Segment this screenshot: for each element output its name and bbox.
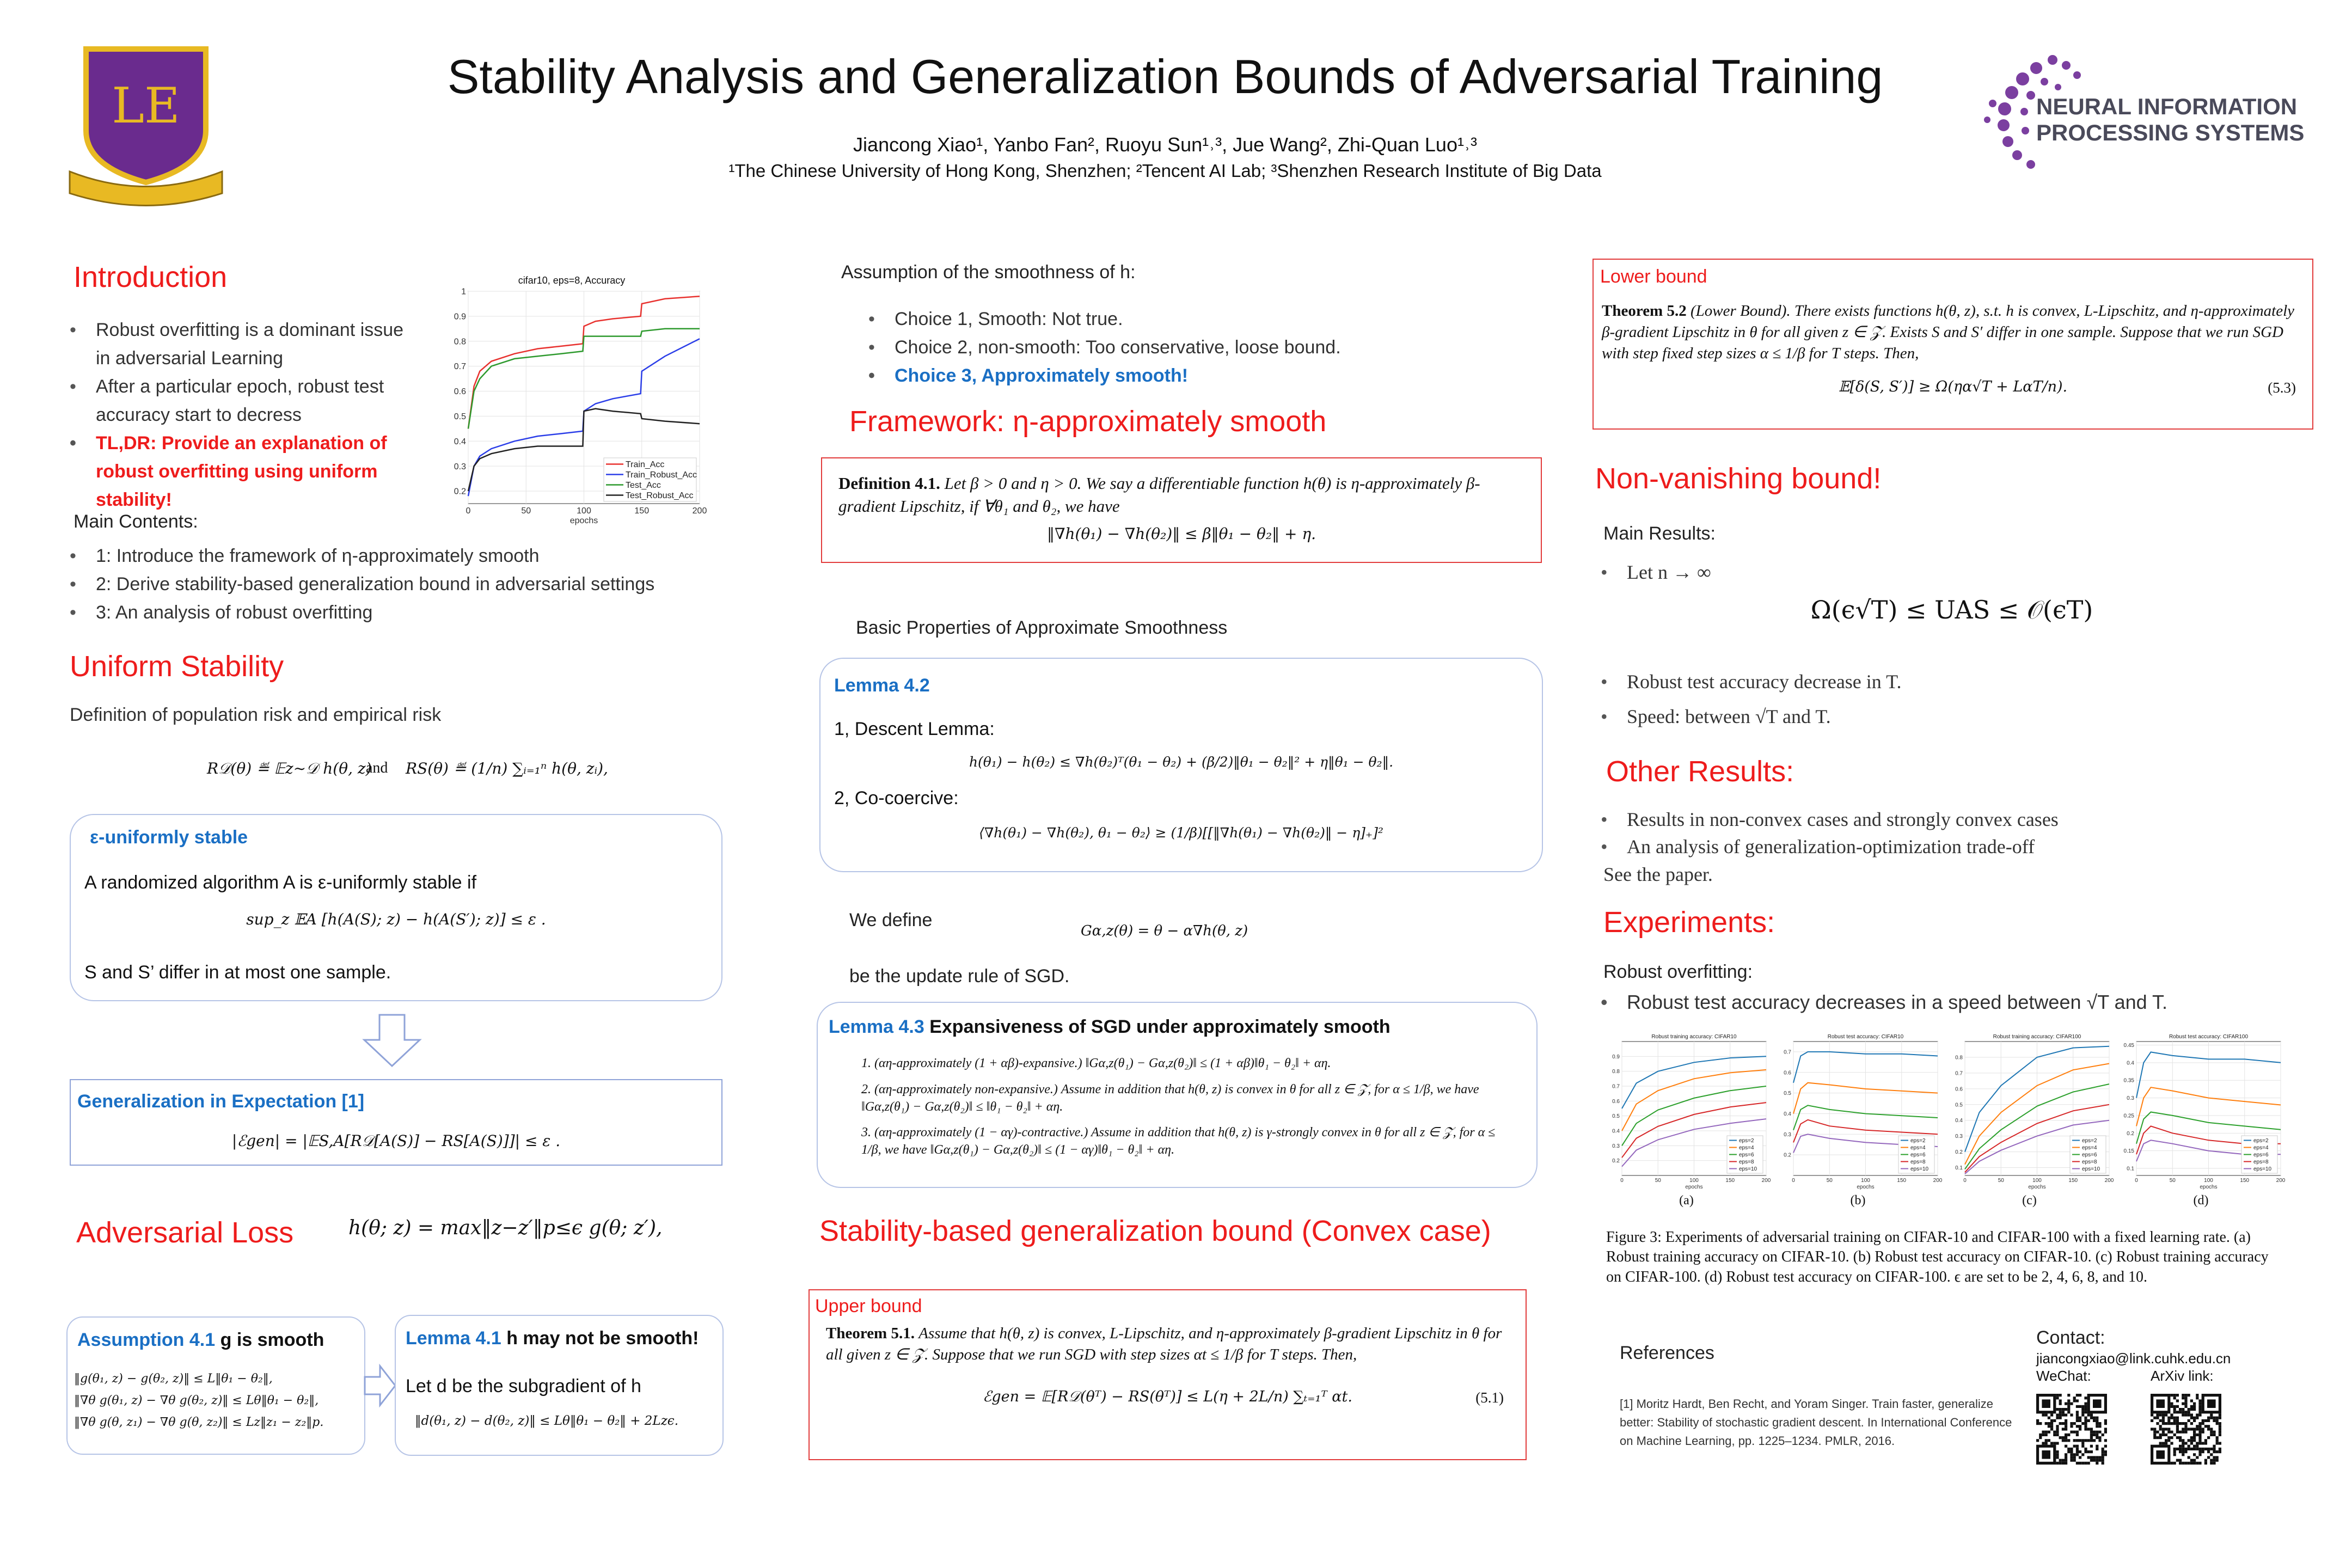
y-tick-label: 0.2 bbox=[2127, 1130, 2134, 1137]
eps-uniform-box bbox=[70, 814, 722, 1001]
y-tick-label: 0.35 bbox=[2123, 1077, 2134, 1084]
x-tick-label: 200 bbox=[2276, 1178, 2286, 1184]
authors: Jiancong Xiao¹, Yanbo Fan², Ruoyu Sun¹˒³, Jue Wang², Zhi-Quan Luo¹˒³ bbox=[853, 133, 1477, 156]
lemma42-item2: 2, Co-coercive: bbox=[834, 788, 959, 808]
lemma42-item1: 1, Descent Lemma: bbox=[834, 719, 995, 739]
lower-bound-label: Lower bound bbox=[1600, 266, 1707, 287]
y-tick-label: 1 bbox=[461, 287, 466, 297]
thm52-label: Theorem 5.2 bbox=[1602, 302, 1687, 320]
lemma41-num: Lemma 4.1 bbox=[406, 1328, 501, 1349]
subfigure-label: (b) bbox=[1850, 1193, 1866, 1208]
chart-title: Robust training accuracy: CIFAR10 bbox=[1651, 1034, 1737, 1040]
assumption-line: ‖∇θ g(θ, z₁) − ∇θ g(θ, z₂)‖ ≤ Lz‖z₁ − z₂‖p. bbox=[74, 1416, 324, 1429]
definition-4-1-box bbox=[821, 457, 1542, 563]
assumption-num: Assumption 4.1 bbox=[77, 1330, 216, 1350]
thm51-formula: ℰgen = 𝔼[R𝒟(θᵀ) − RS(θᵀ)] ≤ L(η + 2L/n) ∑ₜ₌₁ᵀ αt. bbox=[983, 1388, 1352, 1405]
y-tick-label: 0.9 bbox=[454, 312, 466, 322]
x-tick-label: 50 bbox=[1826, 1178, 1833, 1184]
let-n-list bbox=[1601, 558, 2091, 586]
y-tick-label: 0.5 bbox=[1955, 1102, 1963, 1108]
wechat-label: WeChat: bbox=[2036, 1368, 2091, 1384]
y-tick-label: 0.2 bbox=[1955, 1149, 1963, 1156]
x-axis-label: epochs bbox=[1685, 1184, 1703, 1190]
risk-formula-and: and bbox=[366, 759, 388, 776]
reference-1: [1] Moritz Hardt, Ben Recht, and Yoram Singer. Train faster, generalize better: Stability of stochastic gradient descent. In International Conference on Machine Learning, pp. 1225–1234. PMLR, 2016. bbox=[1620, 1397, 2012, 1448]
y-tick-label: 0.3 bbox=[1612, 1143, 1620, 1149]
legend-label: Train_Acc bbox=[626, 460, 665, 470]
eps-box-text: A randomized algorithm A is ε-uniformly stable if bbox=[84, 872, 477, 893]
experiments-title: Experiments: bbox=[1603, 906, 1775, 939]
experiments-item: • Robust test accuracy decreases in a speed between √T and T. bbox=[1601, 988, 2308, 1016]
y-tick-label: 0.1 bbox=[1955, 1165, 1963, 1172]
y-tick-label: 0.25 bbox=[2123, 1113, 2134, 1119]
subfigure-c-svg bbox=[1946, 1032, 2112, 1195]
y-tick-label: 0.5 bbox=[454, 412, 466, 422]
legend-label: eps=2 bbox=[1739, 1138, 1754, 1144]
y-tick-label: 0.6 bbox=[454, 387, 466, 397]
wechat-qr-code[interactable] bbox=[2036, 1394, 2107, 1465]
other-results-list bbox=[1601, 806, 2308, 860]
adversarial-loss-title: Adversarial Loss bbox=[76, 1216, 294, 1249]
chart-title: cifar10, eps=8, Accuracy bbox=[518, 275, 626, 286]
framework-title: Framework: η-approximately smooth bbox=[849, 405, 1327, 438]
y-tick-label: 0.1 bbox=[2127, 1166, 2134, 1172]
thm52-eq-num: (5.3) bbox=[2268, 379, 2296, 396]
lemma42-formula1: h(θ₁) − h(θ₂) ≤ ∇h(θ₂)ᵀ(θ₁ − θ₂) + (β/2)‖θ₁ − θ₂‖² + η‖θ₁ − θ₂‖. bbox=[969, 754, 1394, 770]
gen-box-formula: |ℰgen| = |𝔼S,A[R𝒟[A(S)] − RS[A(S)]]| ≤ ε . bbox=[231, 1132, 561, 1150]
accuracy-chart-svg bbox=[436, 286, 708, 536]
subfigure-c bbox=[1946, 1032, 2112, 1211]
x-tick-label: 150 bbox=[2068, 1178, 2078, 1184]
y-tick-label: 0.4 bbox=[2127, 1060, 2134, 1067]
subfigure-d bbox=[2118, 1032, 2284, 1211]
x-tick-label: 200 bbox=[1761, 1178, 1771, 1184]
x-tick-label: 150 bbox=[2240, 1178, 2250, 1184]
we-define-label: We define bbox=[849, 910, 933, 930]
legend-label: eps=8 bbox=[1910, 1159, 1926, 1165]
legend-label: eps=10 bbox=[1910, 1166, 1929, 1172]
x-tick-label: 150 bbox=[634, 506, 650, 516]
poster-title: Stability Analysis and Generalization Bounds of Adversarial Training bbox=[447, 50, 1883, 103]
legend-label: eps=8 bbox=[2253, 1159, 2269, 1165]
thm51-text: Assume that h(θ, z) is convex, L-Lipschitz, and η-approximately β-gradient Lipschitz in θ for all given z ∈ 𝒵. Suppose that we run SGD with step sizes αt ≤ 1/β for T steps. Then, bbox=[826, 1325, 1502, 1364]
subfigure-label: (a) bbox=[1679, 1193, 1694, 1208]
def-text: Let β > 0 and η > 0. We say a differentiable function h(θ) is η-approximately β-gradient Lipschitz, if ∀θ₁ and θ₂, we have bbox=[838, 474, 1480, 516]
x-tick-label: 200 bbox=[1933, 1178, 1943, 1184]
gen-box-title: Generalization in Expectation [1] bbox=[77, 1091, 365, 1112]
contents-list bbox=[70, 542, 777, 627]
lemma-4-2-box bbox=[819, 658, 1543, 872]
eps-box-title: ε-uniformly stable bbox=[90, 827, 248, 848]
x-axis-label: epochs bbox=[2028, 1184, 2046, 1190]
upper-bound-box bbox=[808, 1289, 1527, 1460]
lemma-4-3-box bbox=[817, 1002, 1538, 1188]
lemma43-item: 3. (αη-approximately (1 − αγ)-contractive.) Assume in addition that h(θ, z) is γ-strongly convex in θ for all z ∈ 𝒵, for α ≤ 1/β, we have ‖Gα,z(θ₁) − Gα,z(θ₂)‖ ≤ (1 − αγ)‖θ₁ − θ₂‖ + αη. bbox=[861, 1125, 1496, 1157]
y-tick-label: 0.4 bbox=[1612, 1128, 1620, 1135]
other-results-item: • Results in non-convex cases and strongly convex cases bbox=[1601, 806, 2308, 833]
chart-title: Robust test accuracy: CIFAR10 bbox=[1827, 1034, 1904, 1040]
figure-caption: Figure 3: Experiments of adversarial training on CIFAR-10 and CIFAR-100 with a fixed learning rate. (a) Robust training accuracy on CIFAR-10. (b) Robust test accuracy on CIFAR-10. (c) Robust training accuracy on CIFAR-100. (d) Robust test accuracy on CIFAR-100. ϵ are set to be 2, 4, 6, 8, and 10. bbox=[1606, 1229, 2269, 1285]
arxiv-qr-code[interactable] bbox=[2151, 1394, 2221, 1465]
references-title: References bbox=[1620, 1343, 1714, 1363]
legend-label: eps=2 bbox=[2253, 1138, 2269, 1144]
x-tick-label: 0 bbox=[465, 506, 471, 516]
x-tick-label: 200 bbox=[2104, 1178, 2114, 1184]
lemma41-text: Let d be the subgradient of h bbox=[406, 1376, 641, 1396]
x-tick-label: 100 bbox=[1689, 1178, 1699, 1184]
robust-overfitting-label: Robust overfitting: bbox=[1603, 961, 1753, 982]
lemma43-item: 1. (αη-approximately (1 + αβ)-expansive.) ‖Gα,z(θ₁) − Gα,z(θ₂)‖ ≤ (1 + αβ)‖θ₁ − θ₂‖ + αη. bbox=[861, 1056, 1331, 1070]
y-tick-label: 0.4 bbox=[1784, 1111, 1791, 1117]
y-tick-label: 0.45 bbox=[2123, 1042, 2134, 1049]
down-arrow-icon bbox=[362, 1014, 422, 1068]
nonvanishing-item: • Speed: between √T and T. bbox=[1601, 699, 2308, 734]
assumption-line: ‖g(θ₁, z) − g(θ₂, z)‖ ≤ L‖θ₁ − θ₂‖, bbox=[74, 1372, 273, 1386]
x-axis-label: epochs bbox=[1857, 1184, 1875, 1190]
legend-label: eps=6 bbox=[2082, 1152, 2097, 1158]
adversarial-loss-formula: h(θ; z) = max‖z−z′‖p≤ϵ g(θ; z′), bbox=[348, 1217, 663, 1239]
basic-properties-label: Basic Properties of Approximate Smoothness bbox=[856, 617, 1228, 638]
legend-label: eps=4 bbox=[2253, 1145, 2269, 1151]
legend-label: eps=6 bbox=[1910, 1152, 1926, 1158]
lemma43-num: Lemma 4.3 bbox=[829, 1016, 924, 1037]
y-tick-label: 0.3 bbox=[1784, 1131, 1791, 1138]
y-tick-label: 0.8 bbox=[1955, 1055, 1963, 1061]
assumption-4-1-box bbox=[66, 1316, 365, 1455]
uas-formula: Ω(ϵ√T) ≤ UAS ≤ 𝒪(ϵT) bbox=[1810, 595, 2093, 624]
nonvanishing-title: Non-vanishing bound! bbox=[1595, 462, 1882, 495]
subfigure-label: (d) bbox=[2193, 1193, 2209, 1208]
subfigure-b bbox=[1775, 1032, 1941, 1211]
thm51-label: Theorem 5.1. bbox=[826, 1325, 915, 1342]
x-tick-label: 100 bbox=[2032, 1178, 2042, 1184]
y-tick-label: 0.6 bbox=[1784, 1070, 1791, 1076]
y-tick-label: 0.5 bbox=[1784, 1091, 1791, 1097]
chart-title: Robust training accuracy: CIFAR100 bbox=[1993, 1034, 2081, 1040]
legend-label: eps=6 bbox=[1739, 1152, 1754, 1158]
x-tick-label: 100 bbox=[577, 506, 591, 516]
subfigure-d-svg bbox=[2118, 1032, 2284, 1195]
y-tick-label: 0.8 bbox=[454, 337, 466, 347]
update-formula: Gα,z(θ) = θ − α∇h(θ, z) bbox=[1081, 923, 1248, 939]
subfigure-label: (c) bbox=[2022, 1193, 2037, 1208]
y-tick-label: 0.7 bbox=[1612, 1083, 1620, 1090]
y-tick-label: 0.6 bbox=[1955, 1086, 1963, 1093]
y-tick-label: 0.3 bbox=[2127, 1095, 2134, 1102]
legend-label: eps=4 bbox=[1739, 1145, 1754, 1151]
neurips-logo-line1: NEURAL INFORMATION bbox=[2036, 94, 2298, 119]
y-tick-label: 0.5 bbox=[1612, 1113, 1620, 1120]
y-tick-label: 0.2 bbox=[454, 487, 466, 497]
intro-bullet: • Robust overfitting is a dominant issue in adversarial Learning bbox=[70, 316, 418, 372]
assumption-line: ‖∇θ g(θ₁, z) − ∇θ g(θ₂, z)‖ ≤ Lθ‖θ₁ − θ₂‖, bbox=[74, 1394, 319, 1407]
contact-email[interactable]: jiancongxiao@link.cuhk.edu.cn bbox=[2036, 1350, 2231, 1367]
x-tick-label: 100 bbox=[2204, 1178, 2213, 1184]
subfigure-a bbox=[1603, 1032, 1769, 1211]
def-formula: ‖∇h(θ₁) − ∇h(θ₂)‖ ≤ β‖θ₁ − θ₂‖ + η. bbox=[1046, 525, 1316, 543]
x-tick-label: 50 bbox=[521, 506, 531, 516]
x-tick-label: 100 bbox=[1861, 1178, 1870, 1184]
experiments-list bbox=[1601, 988, 2308, 1016]
y-tick-label: 0.7 bbox=[454, 362, 466, 372]
contents-item: • 2: Derive stability-based generalization bound in adversarial settings bbox=[70, 570, 777, 598]
x-axis-label: epochs bbox=[2200, 1184, 2218, 1190]
lemma43-rest: Expansiveness of SGD under approximately smooth bbox=[929, 1016, 1391, 1037]
y-tick-label: 0.7 bbox=[1784, 1049, 1791, 1056]
legend-label: Test_Robust_Acc bbox=[626, 491, 694, 501]
legend-label: eps=10 bbox=[2082, 1166, 2100, 1172]
legend-label: eps=2 bbox=[2082, 1138, 2097, 1144]
thm52-formula: 𝔼[δ(S, S′)] ≥ Ω(ηα√T + LαT/n). bbox=[1838, 378, 2068, 395]
risk-definition-label: Definition of population risk and empirical risk bbox=[70, 705, 442, 725]
legend-label: eps=8 bbox=[1739, 1159, 1754, 1165]
x-tick-label: 50 bbox=[2169, 1178, 2176, 1184]
x-tick-label: 50 bbox=[1655, 1178, 1661, 1184]
eps-box-note: S and S’ differ in at most one sample. bbox=[84, 962, 391, 983]
contents-item: • 3: An analysis of robust overfitting bbox=[70, 598, 777, 627]
legend-label: Test_Acc bbox=[626, 481, 661, 491]
y-tick-label: 0.3 bbox=[454, 462, 466, 471]
x-tick-label: 0 bbox=[1963, 1178, 1967, 1184]
stability-bound-title: Stability-based generalization bound (Convex case) bbox=[819, 1215, 1491, 1247]
x-tick-label: 0 bbox=[1620, 1178, 1624, 1184]
legend-label: eps=2 bbox=[1910, 1138, 1926, 1144]
lemma43-item: 2. (αη-approximately non-expansive.) Assume in addition that h(θ, z) is convex in θ for all z ∈ 𝒵, for α ≤ 1/β, we have ‖Gα,z(θ₁) − Gα,z(θ₂)‖ ≤ ‖θ₁ − θ₂‖ + αη. bbox=[861, 1082, 1479, 1114]
main-contents-label: Main Contents: bbox=[74, 511, 198, 532]
legend-label: eps=8 bbox=[2082, 1159, 2097, 1165]
cuhk-logo bbox=[64, 38, 228, 201]
update-text: be the update rule of SGD. bbox=[849, 966, 1070, 987]
uniform-stability-title: Uniform Stability bbox=[70, 650, 284, 683]
eps-box-formula: sup_z 𝔼A [h(A(S); z) − h(A(S′); z)] ≤ ε . bbox=[246, 910, 546, 928]
contents-item: • 1: Introduce the framework of η-approximately smooth bbox=[70, 542, 777, 570]
risk-formula-a: R𝒟(θ) ≝ 𝔼z∼𝒟 h(θ, z) bbox=[207, 759, 372, 777]
let-n-item: • Let n → ∞ bbox=[1601, 558, 2091, 586]
lower-bound-box bbox=[1592, 259, 2313, 430]
y-tick-label: 0.7 bbox=[1955, 1070, 1963, 1077]
generalization-box bbox=[70, 1079, 722, 1166]
assumption-rest: g is smooth bbox=[220, 1330, 324, 1350]
nonvanishing-bullets bbox=[1601, 664, 2308, 734]
choices-list bbox=[868, 305, 1576, 390]
arxiv-label: ArXiv link: bbox=[2151, 1368, 2214, 1384]
lemma42-title: Lemma 4.2 bbox=[834, 675, 930, 696]
other-results-title: Other Results: bbox=[1606, 755, 1794, 788]
x-tick-label: 0 bbox=[2135, 1178, 2138, 1184]
x-tick-label: 0 bbox=[1792, 1178, 1795, 1184]
lemma41-formula: ‖d(θ₁, z) − d(θ₂, z)‖ ≤ Lθ‖θ₁ − θ₂‖ + 2Lzϵ. bbox=[415, 1414, 678, 1428]
neurips-logo-line2: PROCESSING SYSTEMS bbox=[2036, 120, 2305, 145]
lemma42-formula2: ⟨∇h(θ₁) − ∇h(θ₂), θ₁ − θ₂⟩ ≥ (1/β)[[‖∇h(θ₁) − ∇h(θ₂)‖ − η]₊]² bbox=[979, 825, 1383, 841]
choice-item: • Choice 2, non-smooth: Too conservative, loose bound. bbox=[868, 333, 1576, 362]
thm52-text: (Lower Bound). There exists functions h(θ, z), s.t. h is convex, L-Lipschitz, and η-approximately β-gradient Lipschitz in θ for all given z ∈ 𝒵. Exists S and S′ differ in one sample. Suppose that we run SGD with step fixed step sizes α ≤ 1/β for T steps. Then, bbox=[1602, 302, 2295, 363]
lemma41-rest: h may not be smooth! bbox=[506, 1328, 699, 1349]
other-results-item: • An analysis of generalization-optimization trade-off bbox=[1601, 833, 2308, 860]
intro-bullets bbox=[70, 316, 418, 514]
intro-highlight: • TL,DR: Provide an explanation of robust overfitting using uniform stability! bbox=[70, 429, 418, 514]
x-tick-label: 150 bbox=[1725, 1178, 1735, 1184]
main-results-label: Main Results: bbox=[1603, 523, 1716, 544]
y-tick-label: 0.4 bbox=[454, 437, 466, 446]
nonvanishing-item: • Robust test accuracy decrease in T. bbox=[1601, 664, 2308, 699]
y-tick-label: 0.3 bbox=[1955, 1134, 1963, 1140]
y-tick-label: 0.9 bbox=[1612, 1054, 1620, 1060]
intro-bullet: • After a particular epoch, robust test accuracy start to decress bbox=[70, 372, 418, 429]
x-axis-label: epochs bbox=[569, 516, 598, 525]
right-arrow-icon bbox=[364, 1364, 396, 1407]
x-tick-label: 50 bbox=[1998, 1178, 2004, 1184]
legend-label: eps=4 bbox=[1910, 1145, 1926, 1151]
y-tick-label: 0.2 bbox=[1612, 1158, 1620, 1165]
neurips-logo bbox=[1971, 44, 2319, 174]
choice-highlight: • Choice 3, Approximately smooth! bbox=[868, 362, 1576, 390]
subfigure-a-svg bbox=[1603, 1032, 1769, 1195]
upper-bound-label: Upper bound bbox=[815, 1296, 922, 1316]
risk-formula-b: RS(θ) ≝ (1/n) ∑ᵢ₌₁ⁿ h(θ, zᵢ), bbox=[406, 759, 608, 777]
y-tick-label: 0.6 bbox=[1612, 1098, 1620, 1105]
legend-label: eps=10 bbox=[1739, 1166, 1757, 1172]
svg-text:LE: LE bbox=[112, 77, 180, 134]
def-label: Definition 4.1. bbox=[838, 474, 940, 493]
thm51-eq-num: (5.1) bbox=[1475, 1389, 1504, 1406]
contact-title: Contact: bbox=[2036, 1327, 2105, 1348]
subfigure-b-svg bbox=[1775, 1032, 1941, 1195]
legend-label: eps=6 bbox=[2253, 1152, 2269, 1158]
lemma-4-1-box bbox=[395, 1315, 724, 1456]
y-tick-label: 0.15 bbox=[2123, 1148, 2134, 1155]
intro-title: Introduction bbox=[74, 261, 228, 293]
legend-label: eps=10 bbox=[2253, 1166, 2272, 1172]
choice-item: • Choice 1, Smooth: Not true. bbox=[868, 305, 1576, 333]
y-tick-label: 0.4 bbox=[1955, 1118, 1963, 1124]
y-tick-label: 0.2 bbox=[1784, 1152, 1791, 1159]
see-paper: See the paper. bbox=[1603, 863, 1713, 885]
x-tick-label: 200 bbox=[692, 506, 707, 516]
y-tick-label: 0.8 bbox=[1612, 1069, 1620, 1075]
chart-title: Robust test accuracy: CIFAR100 bbox=[2169, 1034, 2249, 1040]
assumption-smoothness-label: Assumption of the smoothness of h: bbox=[841, 262, 1136, 283]
x-tick-label: 150 bbox=[1897, 1178, 1907, 1184]
legend-label: eps=4 bbox=[2082, 1145, 2097, 1151]
accuracy-chart bbox=[436, 275, 708, 536]
legend-label: Train_Robust_Acc bbox=[626, 470, 697, 480]
affiliations: ¹The Chinese University of Hong Kong, Shenzhen; ²Tencent AI Lab; ³Shenzhen Research Institute of Big Data bbox=[728, 161, 1602, 181]
